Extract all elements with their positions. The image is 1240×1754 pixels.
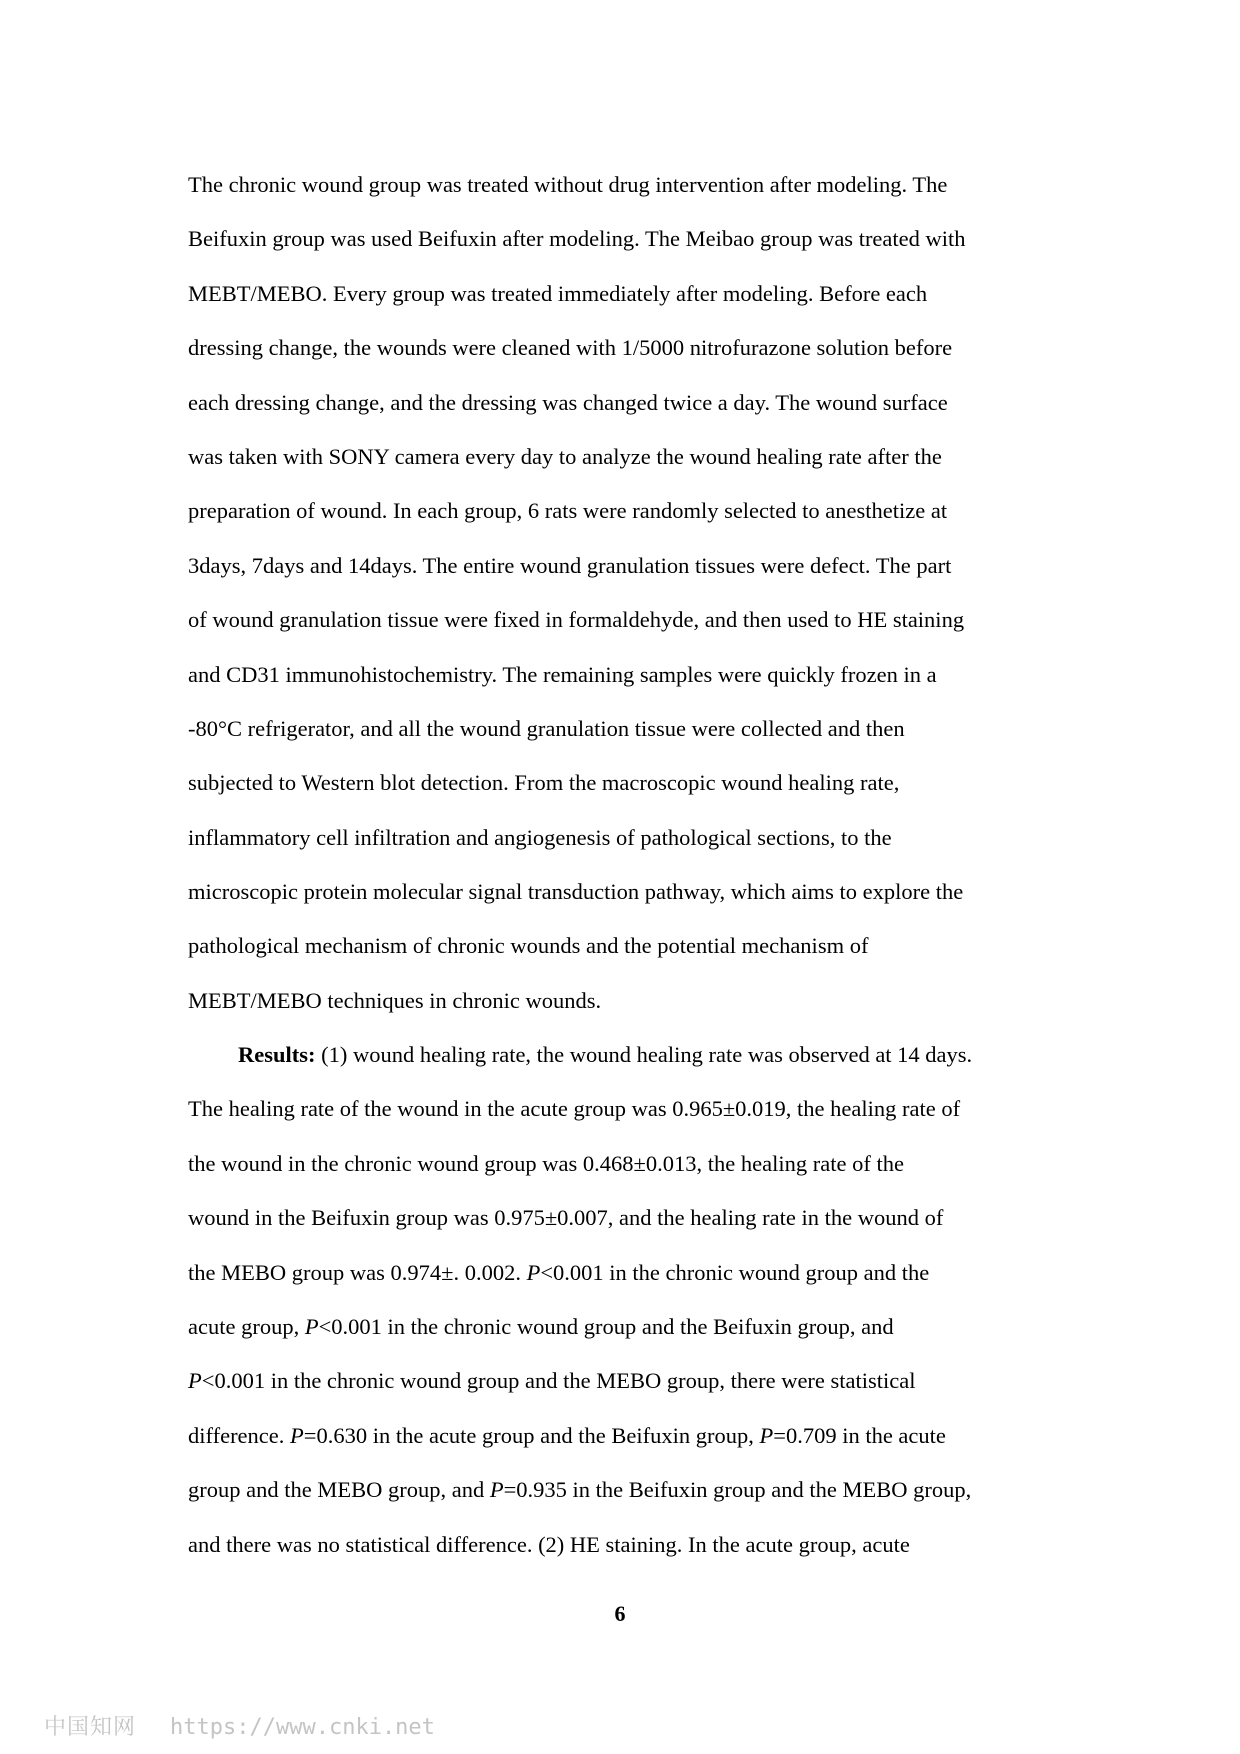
text-line: was taken with SONY camera every day to analyze the wound healing rate after the bbox=[188, 443, 942, 469]
text-run: =0.630 in the acute group and the Beifuxin group, bbox=[303, 1422, 760, 1448]
text-line bbox=[188, 1028, 1068, 1082]
text-run: group and the MEBO group, and bbox=[188, 1477, 490, 1503]
results-paragraph bbox=[188, 1028, 1068, 1572]
text-line: 3days, 7days and 14days. The entire wound granulation tissues were defect. The part bbox=[188, 552, 952, 578]
p-value-symbol: P bbox=[304, 1313, 319, 1339]
text-run: =0.935 in the Beifuxin group and the MEBO group, bbox=[503, 1477, 972, 1503]
text-run: acute group, bbox=[188, 1313, 305, 1339]
text-line: The healing rate of the wound in the acute group was 0.965±0.019, the healing rate of bbox=[188, 1096, 961, 1122]
text-line: dressing change, the wounds were cleaned with 1/5000 nitrofurazone solution before bbox=[188, 335, 953, 361]
text-run: (1) wound healing rate, the wound healing rate was observed at 14 days. bbox=[315, 1042, 973, 1067]
text-line: MEBT/MEBO techniques in chronic wounds. bbox=[188, 987, 602, 1013]
p-value-symbol: P bbox=[759, 1422, 774, 1448]
text-line: preparation of wound. In each group, 6 rats were randomly selected to anesthetize at bbox=[188, 498, 948, 524]
text-line bbox=[188, 1409, 1068, 1463]
cnki-watermark bbox=[44, 1710, 435, 1741]
text-line: subjected to Western blot detection. From the macroscopic wound healing rate, bbox=[188, 770, 900, 796]
text-line: wound in the Beifuxin group was 0.975±0.007, and the healing rate in the wound of bbox=[188, 1205, 944, 1231]
text-run: <0.001 in the chronic wound group and the Beifuxin group, and bbox=[318, 1313, 894, 1339]
text-run: the MEBO group was 0.974±. 0.002. bbox=[188, 1259, 527, 1285]
text-line: The chronic wound group was treated without drug intervention after modeling. The bbox=[188, 172, 948, 197]
text-line: the wound in the chronic wound group was 0.468±0.013, the healing rate of the bbox=[188, 1150, 904, 1176]
text-line: -80°C refrigerator, and all the wound granulation tissue were collected and then bbox=[188, 715, 905, 741]
text-line: of wound granulation tissue were fixed in formaldehyde, and then used to HE staining bbox=[188, 607, 965, 633]
text-line: and CD31 immunohistochemistry. The remaining samples were quickly frozen in a bbox=[188, 661, 937, 687]
results-label: Results: bbox=[238, 1042, 316, 1067]
text-line bbox=[188, 1463, 1068, 1517]
text-run: =0.709 in the acute bbox=[773, 1422, 946, 1448]
text-run: difference. bbox=[188, 1422, 291, 1448]
text-line bbox=[188, 1354, 1068, 1408]
text-run: <0.001 in the chronic wound group and the bbox=[540, 1259, 930, 1285]
text-line: inflammatory cell infiltration and angiogenesis of pathological sections, to the bbox=[188, 824, 892, 850]
p-value-symbol: P bbox=[526, 1259, 541, 1285]
text-line: microscopic protein molecular signal transduction pathway, which aims to explore the bbox=[188, 879, 964, 905]
p-value-symbol: P bbox=[188, 1368, 202, 1394]
page-number: 6 bbox=[614, 1601, 626, 1626]
text-line bbox=[188, 1246, 1068, 1300]
watermark-url: https://www.cnki.net bbox=[170, 1715, 435, 1740]
p-value-symbol: P bbox=[290, 1422, 304, 1448]
watermark-site-name: 中国知网 bbox=[44, 1715, 137, 1740]
text-line: Beifuxin group was used Beifuxin after modeling. The Meibao group was treated with bbox=[188, 226, 966, 252]
p-value-symbol: P bbox=[489, 1477, 504, 1503]
text-line: each dressing change, and the dressing was changed twice a day. The wound surface bbox=[188, 389, 948, 415]
text-line bbox=[188, 1300, 1068, 1354]
body-paragraph bbox=[188, 158, 1068, 1028]
text-line: pathological mechanism of chronic wounds and the potential mechanism of bbox=[188, 933, 869, 959]
text-line: MEBT/MEBO. Every group was treated immediately after modeling. Before each bbox=[188, 280, 928, 306]
text-line: and there was no statistical difference. (2) HE staining. In the acute group, acute bbox=[188, 1531, 910, 1557]
text-run: <0.001 in the chronic wound group and the MEBO group, there were statistical bbox=[201, 1368, 916, 1394]
